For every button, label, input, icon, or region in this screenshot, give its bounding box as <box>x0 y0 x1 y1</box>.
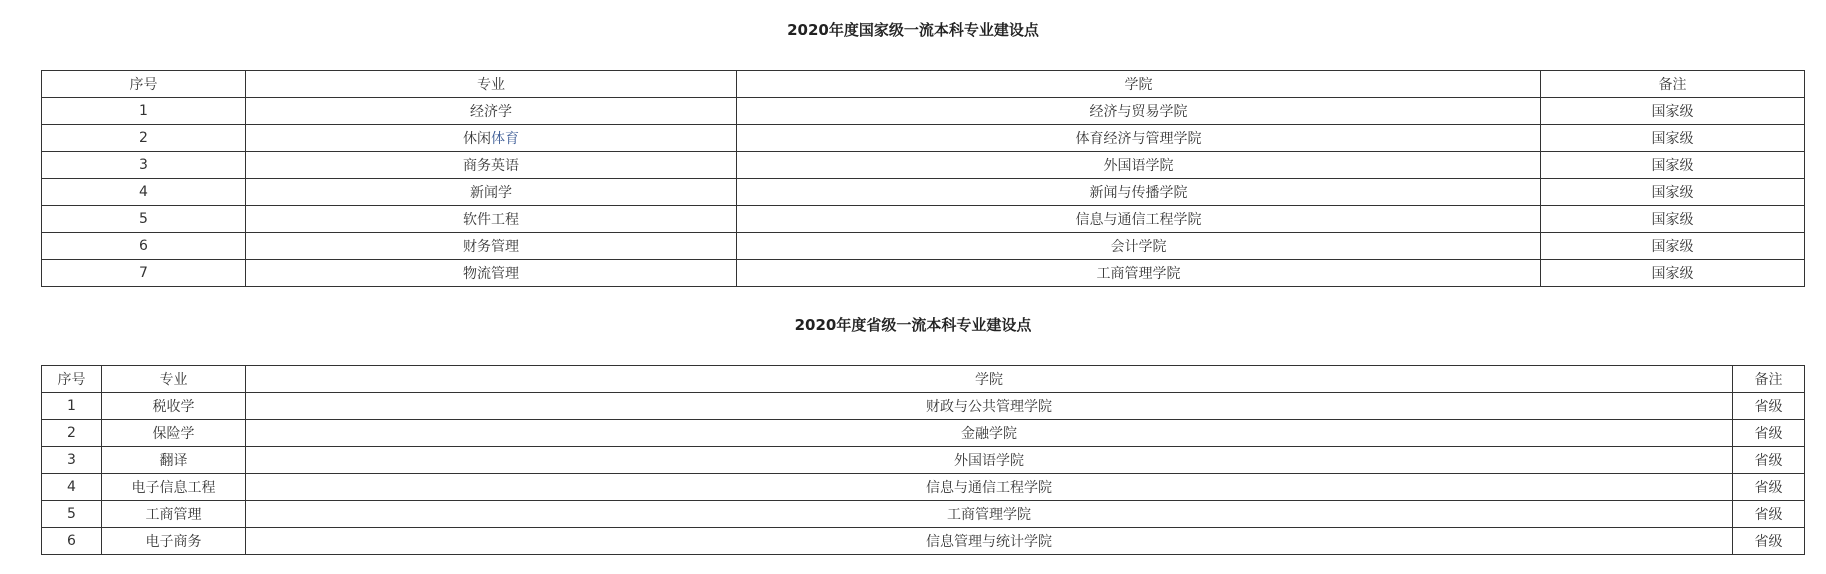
cell-major: 工商管理 <box>102 501 246 528</box>
table-row <box>42 447 1805 474</box>
cell-major: 税收学 <box>102 393 246 420</box>
cell-note: 国家级 <box>1541 260 1805 287</box>
cell-seq: 5 <box>42 501 102 528</box>
cell-college: 财政与公共管理学院 <box>246 393 1733 420</box>
cell-major <box>246 260 737 287</box>
major-text: 软件工程 <box>463 212 519 228</box>
cell-note: 国家级 <box>1541 98 1805 125</box>
major-text: 商务英语 <box>463 158 519 174</box>
national-table-title: 2020年度国家级一流本科专业建设点 <box>787 21 1039 39</box>
table-header-row <box>42 366 1805 393</box>
cell-college: 工商管理学院 <box>737 260 1541 287</box>
cell-note: 国家级 <box>1541 233 1805 260</box>
table-row <box>42 474 1805 501</box>
cell-seq: 2 <box>42 125 246 152</box>
major-text: 休闲 <box>463 131 491 147</box>
table-row <box>42 206 1805 233</box>
cell-college: 金融学院 <box>246 420 1733 447</box>
table-row <box>42 125 1805 152</box>
cell-college: 工商管理学院 <box>246 501 1733 528</box>
header-seq: 序号 <box>42 71 246 98</box>
cell-major <box>246 125 737 152</box>
national-majors-table <box>41 70 1805 287</box>
cell-college: 体育经济与管理学院 <box>737 125 1541 152</box>
table-row <box>42 393 1805 420</box>
cell-major: 翻译 <box>102 447 246 474</box>
cell-note: 国家级 <box>1541 125 1805 152</box>
table-row <box>42 152 1805 179</box>
table-row <box>42 260 1805 287</box>
cell-seq: 1 <box>42 393 102 420</box>
major-text: 经济学 <box>470 104 512 120</box>
table-row <box>42 179 1805 206</box>
cell-seq: 6 <box>42 528 102 555</box>
cell-college: 经济与贸易学院 <box>737 98 1541 125</box>
major-text: 物流管理 <box>463 266 519 282</box>
cell-major: 保险学 <box>102 420 246 447</box>
cell-seq: 3 <box>42 447 102 474</box>
cell-college: 外国语学院 <box>737 152 1541 179</box>
cell-seq: 3 <box>42 152 246 179</box>
header-major: 专业 <box>102 366 246 393</box>
cell-seq: 2 <box>42 420 102 447</box>
cell-seq: 5 <box>42 206 246 233</box>
table-header-row <box>42 71 1805 98</box>
cell-note: 省级 <box>1733 501 1805 528</box>
cell-major <box>246 98 737 125</box>
cell-seq: 6 <box>42 233 246 260</box>
table-row <box>42 528 1805 555</box>
major-link[interactable]: 体育 <box>491 131 519 147</box>
cell-college: 新闻与传播学院 <box>737 179 1541 206</box>
table-row <box>42 420 1805 447</box>
cell-note: 国家级 <box>1541 152 1805 179</box>
header-note: 备注 <box>1733 366 1805 393</box>
cell-major <box>246 152 737 179</box>
cell-seq: 1 <box>42 98 246 125</box>
header-major: 专业 <box>246 71 737 98</box>
major-text: 财务管理 <box>463 239 519 255</box>
major-text: 新闻学 <box>470 185 512 201</box>
table-row <box>42 98 1805 125</box>
cell-seq: 7 <box>42 260 246 287</box>
cell-college: 会计学院 <box>737 233 1541 260</box>
cell-major <box>246 206 737 233</box>
table-row <box>42 233 1805 260</box>
header-note: 备注 <box>1541 71 1805 98</box>
cell-note: 省级 <box>1733 474 1805 501</box>
cell-note: 省级 <box>1733 528 1805 555</box>
cell-college: 外国语学院 <box>246 447 1733 474</box>
header-college: 学院 <box>737 71 1541 98</box>
provincial-table-title: 2020年度省级一流本科专业建设点 <box>794 316 1032 334</box>
cell-seq: 4 <box>42 474 102 501</box>
cell-note: 国家级 <box>1541 179 1805 206</box>
provincial-majors-table <box>41 365 1805 555</box>
cell-major: 电子商务 <box>102 528 246 555</box>
cell-college: 信息与通信工程学院 <box>246 474 1733 501</box>
table-row <box>42 501 1805 528</box>
cell-college: 信息管理与统计学院 <box>246 528 1733 555</box>
cell-seq: 4 <box>42 179 246 206</box>
header-seq: 序号 <box>42 366 102 393</box>
cell-major <box>246 179 737 206</box>
cell-note: 省级 <box>1733 393 1805 420</box>
cell-college: 信息与通信工程学院 <box>737 206 1541 233</box>
cell-note: 省级 <box>1733 420 1805 447</box>
cell-major <box>246 233 737 260</box>
header-college: 学院 <box>246 366 1733 393</box>
cell-note: 省级 <box>1733 447 1805 474</box>
cell-major: 电子信息工程 <box>102 474 246 501</box>
cell-note: 国家级 <box>1541 206 1805 233</box>
